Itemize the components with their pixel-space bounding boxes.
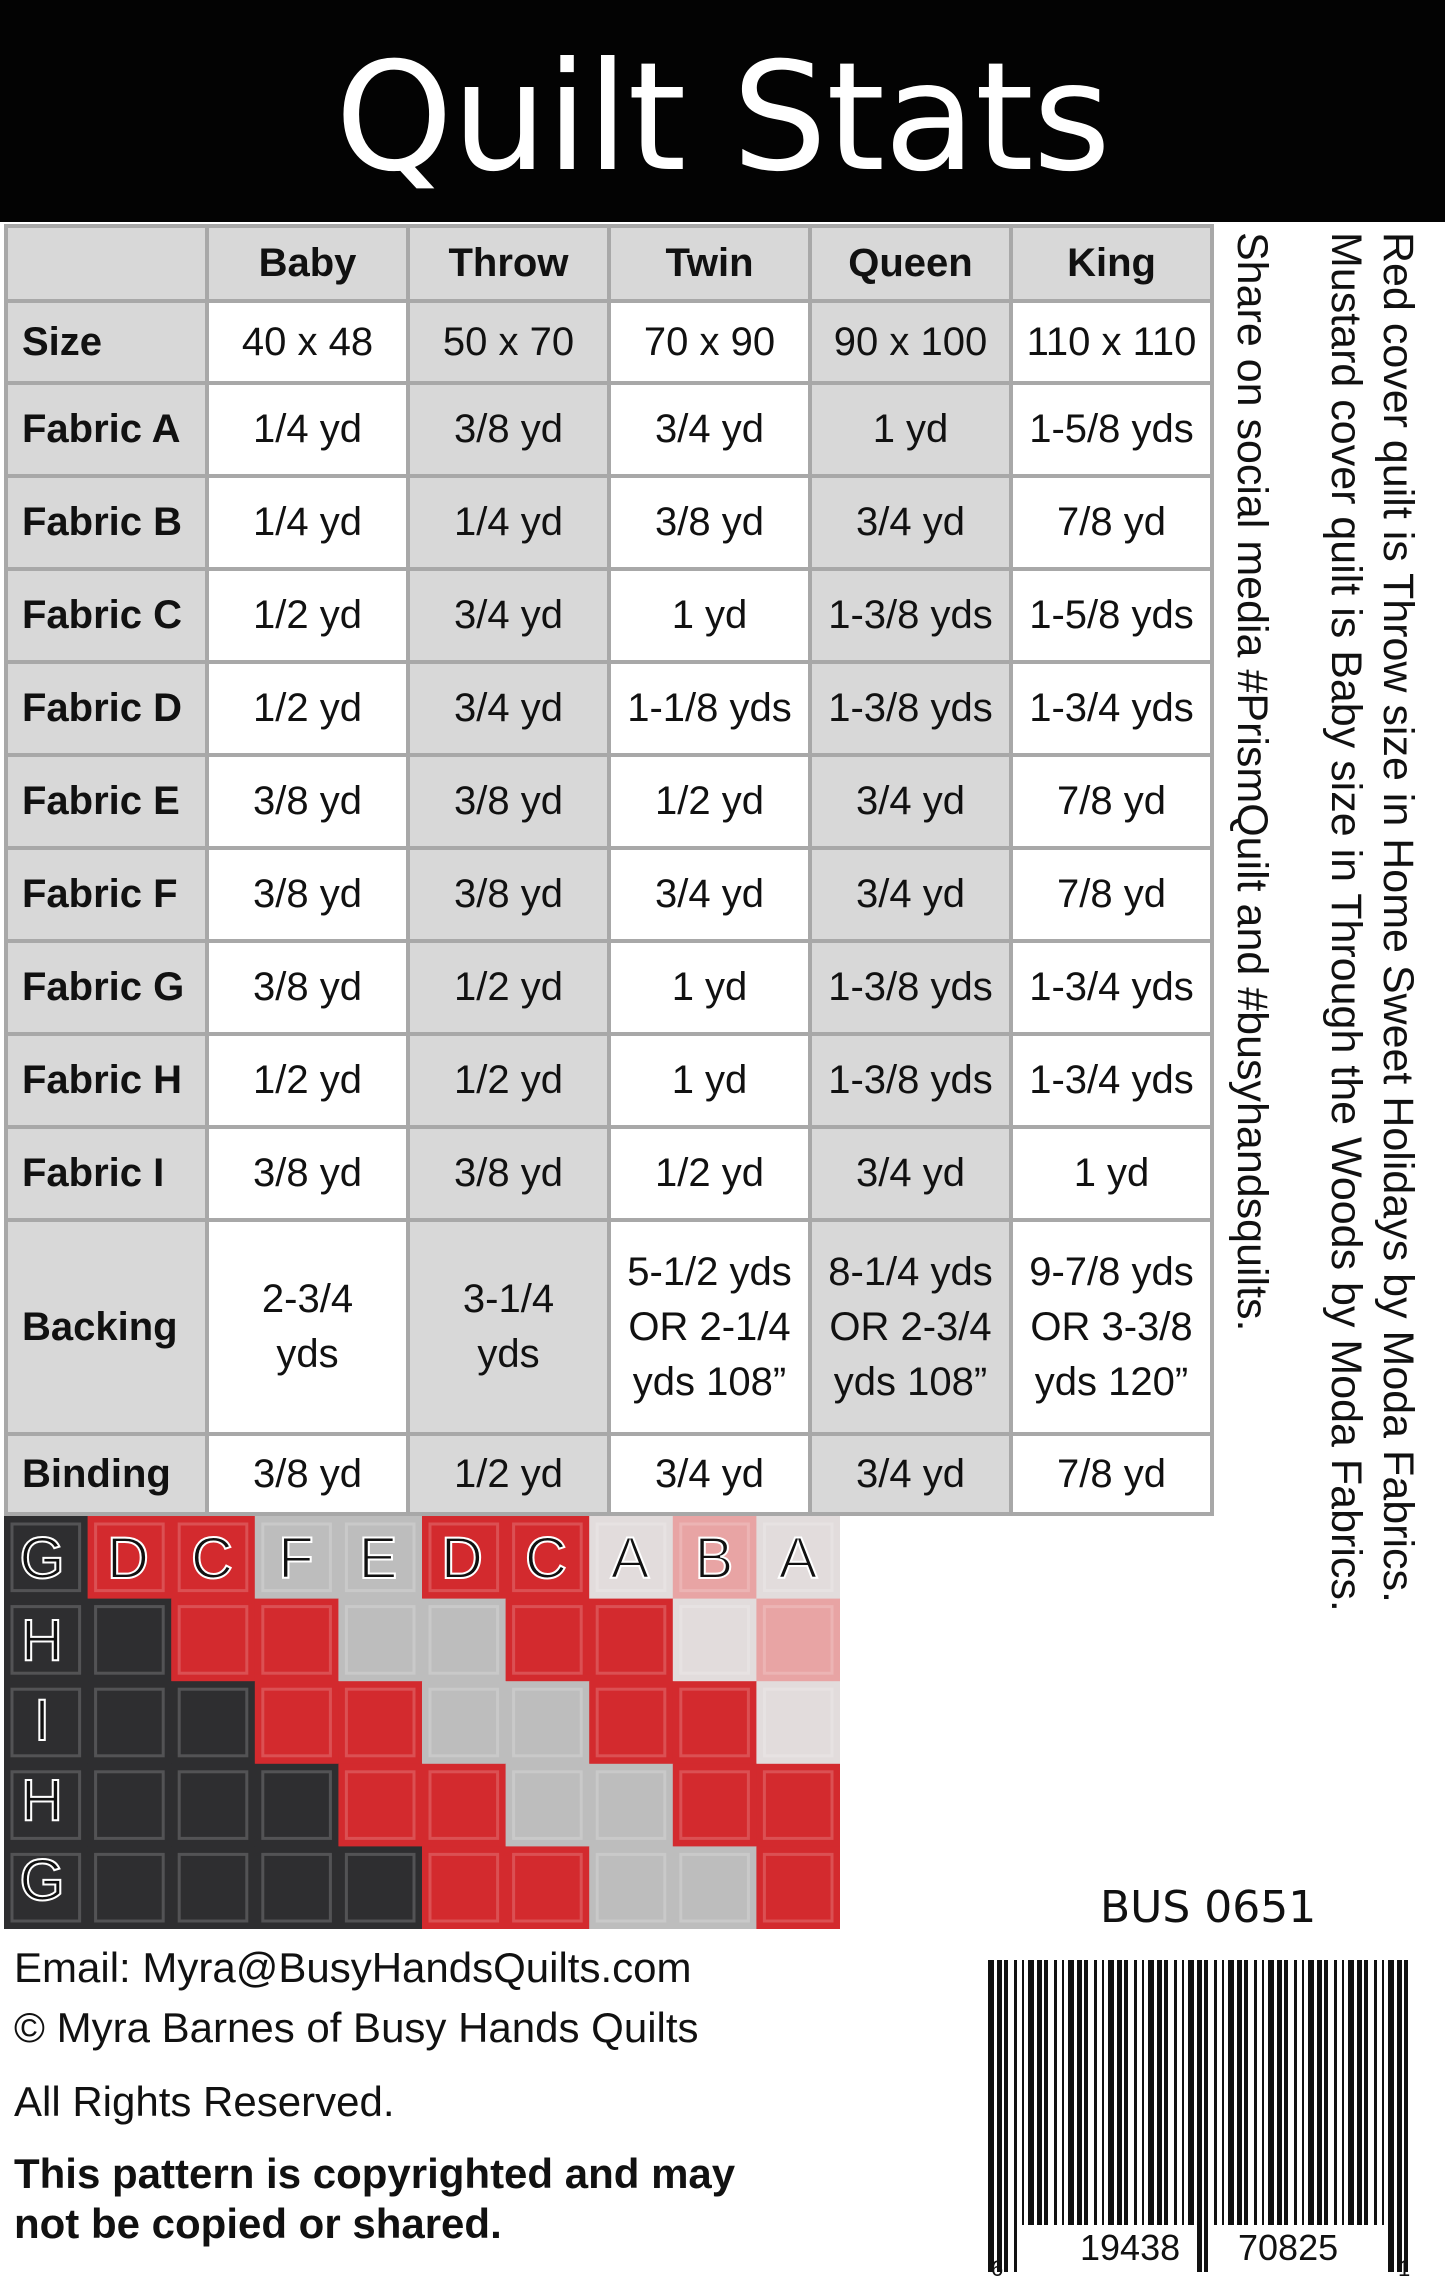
column-header-king: King [1011,226,1212,301]
cell-line: OR 2-3/4 [829,1304,992,1349]
quilt-block [171,1764,255,1847]
cell-line: yds [276,1332,339,1376]
table-cell: 3/8 yd [408,383,609,476]
barcode-bar [1308,1960,1314,2225]
table-cell: 3/8 yd [609,476,810,569]
quilt-block [673,1764,757,1847]
table-cell: 3/4 yd [408,569,609,662]
table-cell: 90 x 100 [810,301,1011,383]
table-cell [408,1220,609,1434]
barcode-bar [1188,1960,1194,2225]
barcode-bar [1334,1960,1337,2225]
quilt-block [506,1764,590,1847]
table-cell: 3/4 yd [810,1127,1011,1220]
barcode-bar [1124,1960,1128,2225]
barcode-bar [1348,1960,1354,2225]
table-cell: 1/2 yd [408,1034,609,1127]
barcode-bar [1364,1960,1368,2225]
barcode-bar [1404,1960,1408,2272]
barcode-bar [988,1960,994,2272]
row-label: Backing [6,1220,207,1434]
table-cell: 3/4 yd [609,1434,810,1514]
barcode-bar [1237,1960,1242,2225]
cell-line: 2-3/4 [261,1277,354,1321]
cell-line: 5-1/2 yds [627,1249,792,1294]
barcode-bar [1214,1960,1217,2225]
page-title: Quilt Stats [335,31,1110,205]
barcode-bar [1197,1960,1202,2272]
barcode-bar [997,1960,1002,2272]
table-cell: 40 x 48 [207,301,408,383]
table-row [6,1127,1212,1220]
table-cell: 1 yd [609,1034,810,1127]
fabric-letter: H [21,1768,63,1833]
quilt-block [589,1599,673,1682]
barcode-bar [1254,1960,1257,2225]
barcode-bar [1094,1960,1097,2225]
barcode-bar [1284,1960,1288,2225]
table-cell: 1-5/8 yds [1011,569,1212,662]
table-cell: 3/8 yd [408,1127,609,1220]
row-label: Size [6,301,207,383]
table-cell: 7/8 yd [1011,755,1212,848]
barcode-bar [1268,1960,1274,2225]
quilt-block [756,1846,840,1929]
barcode-bar [1004,1960,1008,2272]
table-cell: 1/2 yd [408,941,609,1034]
barcode-bar [1142,1960,1144,2225]
quilt-block [255,1846,339,1929]
barcode-bar [1222,1960,1224,2225]
column-header-twin: Twin [609,226,810,301]
quilt-block [673,1599,757,1682]
cell-line: OR 2-1/4 [628,1304,791,1349]
cell-line: yds 108” [833,1359,988,1404]
quilt-photo [4,1516,840,1929]
barcode-bar [1068,1960,1074,2225]
table-cell: 3/4 yd [810,755,1011,848]
quilt-block [255,1599,339,1682]
table-cell: 1/4 yd [207,383,408,476]
barcode-bar [1382,1960,1384,2225]
table-cell: 3/8 yd [207,755,408,848]
quilt-block [506,1599,590,1682]
row-label: Fabric H [6,1034,207,1127]
barcode-bar [1028,1960,1034,2225]
quilt-block [338,1764,422,1847]
barcode-bar [1117,1960,1122,2225]
quilt-block [88,1764,172,1847]
row-label: Binding [6,1434,207,1514]
fabric-letter: D [107,1526,149,1591]
table-cell: 1-3/4 yds [1011,662,1212,755]
barcode-digit-check: 1 [1398,2256,1411,2281]
barcode-bar [1054,1960,1057,2225]
column-header-queen: Queen [810,226,1011,301]
table-cell: 70 x 90 [609,301,810,383]
quilt-block [338,1846,422,1929]
barcode-bar [1294,1960,1297,2225]
column-header-throw: Throw [408,226,609,301]
table-row [6,662,1212,755]
rights-line: All Rights Reserved. [14,2078,395,2125]
quilt-block [756,1599,840,1682]
table-cell: 1-3/8 yds [810,941,1011,1034]
quilt-block [506,1846,590,1929]
quilt-block [88,1846,172,1929]
table-cell: 3/8 yd [207,1434,408,1514]
quilt-block [506,1681,590,1764]
row-label: Fabric E [6,755,207,848]
row-label: Fabric I [6,1127,207,1220]
cell-line: 8-1/4 yds [828,1249,993,1294]
barcode-bar [1077,1960,1082,2225]
contact-email: Email: Myra@BusyHandsQuilts.com [14,1944,692,1991]
quilt-block [422,1764,506,1847]
table-row [6,383,1212,476]
barcode-bar [1228,1960,1234,2225]
table-cell: 1/2 yd [207,662,408,755]
table-cell: 1-5/8 yds [1011,383,1212,476]
side-note-red-quilt: Red cover quilt is Throw size in Home Sweet Holidays by Moda Fabrics. [1374,232,1422,1603]
row-label: Fabric C [6,569,207,662]
barcode-bar [1044,1960,1048,2225]
table-cell: 3/4 yd [408,662,609,755]
table-cell: 3/8 yd [207,848,408,941]
barcode-bar [1244,1960,1248,2225]
quilt-block [756,1681,840,1764]
table-cell [1011,1220,1212,1434]
cell-line: yds 120” [1034,1359,1189,1404]
table-cell: 1-3/4 yds [1011,941,1212,1034]
cell-line: yds [477,1332,540,1376]
barcode-bar [1302,1960,1304,2225]
barcode-bar [1164,1960,1168,2225]
barcode-bar [1084,1960,1088,2225]
quilt-block [673,1846,757,1929]
barcode-bar [1342,1960,1344,2225]
table-cell: 1 yd [810,383,1011,476]
table-cell: 3/8 yd [207,941,408,1034]
table-cell: 1-3/8 yds [810,662,1011,755]
cell-line: yds 108” [632,1359,787,1404]
table-cell: 1-3/8 yds [810,1034,1011,1127]
table-cell [207,1220,408,1434]
fabric-letter: I [33,1688,51,1753]
table-row [6,1034,1212,1127]
table-cell: 3/4 yd [810,848,1011,941]
table-cell: 1/4 yd [408,476,609,569]
barcode-bar [1062,1960,1064,2225]
row-label: Fabric A [6,383,207,476]
barcode-bar [1388,1960,1394,2272]
barcode-bar [1014,1960,1017,2272]
barcode-bar [1182,1960,1184,2225]
side-note-mustard-quilt: Mustard cover quilt is Baby size in Through the Woods by Moda Fabrics. [1322,232,1370,1612]
table-cell: 1/4 yd [207,476,408,569]
barcode-bar [1108,1960,1114,2225]
table-row [6,476,1212,569]
fabric-letter: G [19,1526,65,1591]
barcode-bars [988,1960,1408,2272]
quilt-block [589,1681,673,1764]
table-cell [609,1220,810,1434]
fabric-letter: B [694,1526,734,1591]
cell-line: 9-7/8 yds [1029,1249,1194,1294]
fabric-letter: D [441,1526,483,1591]
table-row [6,301,1212,383]
barcode-bar [1148,1960,1154,2225]
cell-line: 3-1/4 [462,1277,555,1321]
table-cell: 3/4 yd [609,848,810,941]
quilt-block [338,1599,422,1682]
table-row [6,1434,1212,1514]
row-label: Fabric F [6,848,207,941]
quilt-block [171,1681,255,1764]
fabric-letter: A [610,1526,650,1591]
table-cell: 1/2 yd [207,569,408,662]
barcode-bar [1157,1960,1162,2225]
barcode [988,1960,1413,2282]
barcode-digit-lead: 6 [991,2256,1004,2281]
product-sku: BUS 0651 [1100,1882,1317,1933]
quilt-block [338,1681,422,1764]
table-cell: 7/8 yd [1011,476,1212,569]
fabric-letter: H [21,1608,63,1673]
row-label: Fabric B [6,476,207,569]
copyright-notice-line-2: not be copied or shared. [14,2200,502,2247]
barcode-digits-left: 19438 [1080,2227,1181,2268]
quilt-block [589,1846,673,1929]
cell-line: OR 3-3/8 [1030,1304,1193,1349]
barcode-bar [1397,1960,1402,2272]
table-header-row [6,226,1212,301]
table-cell: 1-3/8 yds [810,569,1011,662]
barcode-bar [1174,1960,1177,2225]
barcode-digits-right: 70825 [1238,2227,1339,2268]
barcode-bar [1022,1960,1024,2225]
table-cell: 3/8 yd [408,755,609,848]
quilt-block [255,1681,339,1764]
table-row [6,755,1212,848]
table-cell: 1-3/4 yds [1011,1034,1212,1127]
quilt-block [88,1681,172,1764]
table-cell: 110 x 110 [1011,301,1212,383]
barcode-bar [1277,1960,1282,2225]
table-cell: 1-1/8 yds [609,662,810,755]
table-row [6,941,1212,1034]
quilt-block [171,1599,255,1682]
barcode-bar [1324,1960,1328,2225]
quilt-block [88,1599,172,1682]
fabric-letter: C [525,1526,567,1591]
table-cell: 3/8 yd [207,1127,408,1220]
table-cell: 1/2 yd [609,755,810,848]
barcode-bar [1374,1960,1377,2225]
quilt-stats-table [4,224,1214,1516]
table-cell: 3/8 yd [408,848,609,941]
barcode-bar [1102,1960,1104,2225]
fabric-letter: E [358,1526,398,1591]
column-header-baby: Baby [207,226,408,301]
fabric-letter: C [191,1526,233,1591]
quilt-block [171,1846,255,1929]
barcode-bar [1204,1960,1208,2272]
copyright-notice-line-1: This pattern is copyrighted and may [14,2150,736,2197]
fabric-letter: G [19,1848,65,1913]
table-cell: 7/8 yd [1011,1434,1212,1514]
quilt-block [422,1846,506,1929]
barcode-bar [1317,1960,1322,2225]
row-label: Fabric D [6,662,207,755]
row-label: Fabric G [6,941,207,1034]
corner-cell [6,226,207,301]
table-cell: 3/4 yd [609,383,810,476]
table-cell: 7/8 yd [1011,848,1212,941]
quilt-block [756,1764,840,1847]
table-cell: 3/4 yd [810,1434,1011,1514]
table-cell: 1 yd [609,569,810,662]
barcode-bar [1134,1960,1137,2225]
table-row [6,1220,1212,1434]
table-cell: 3/4 yd [810,476,1011,569]
quilt-block [255,1764,339,1847]
table-row [6,848,1212,941]
quilt-block [422,1681,506,1764]
table-cell [810,1220,1011,1434]
table-row [6,569,1212,662]
table-cell: 1/2 yd [207,1034,408,1127]
table-cell: 50 x 70 [408,301,609,383]
barcode-bar [1262,1960,1264,2225]
fabric-letter: A [778,1526,818,1591]
quilt-block [422,1599,506,1682]
side-note-social: Share on social media #PrismQuilt and #busyhandsquilts. [1228,232,1276,1332]
copyright-line: © Myra Barnes of Busy Hands Quilts [14,2004,699,2051]
table-cell: 1 yd [1011,1127,1212,1220]
table-cell: 1/2 yd [609,1127,810,1220]
header-bar [0,0,1445,222]
barcode-bar [1357,1960,1362,2225]
table-cell: 1 yd [609,941,810,1034]
quilt-block [673,1681,757,1764]
fabric-letter: F [278,1526,314,1591]
table-cell: 1/2 yd [408,1434,609,1514]
barcode-bar [1037,1960,1042,2225]
quilt-block [589,1764,673,1847]
